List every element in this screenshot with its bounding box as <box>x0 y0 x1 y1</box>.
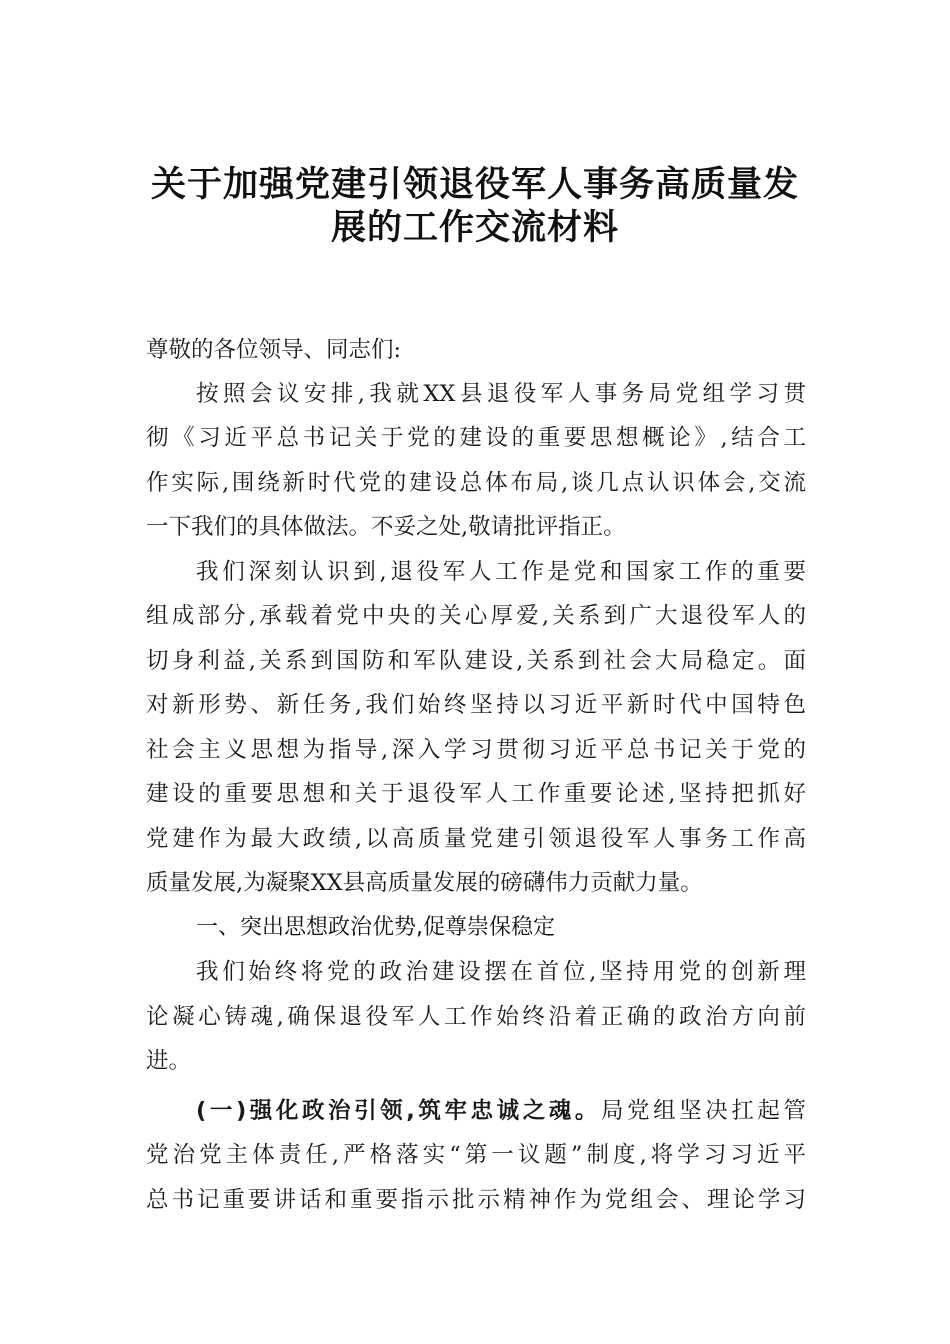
paragraph-2-line-4: 对新形势、新任务,我们始终坚持以习近平新时代中国特色 <box>146 692 806 718</box>
paragraph-2-line-1: 我们深刻认识到,退役军人工作是党和国家工作的重要 <box>196 559 806 585</box>
paragraph-4-line-1 <box>196 1094 806 1128</box>
subsection-1-heading: (一)强化政治引领,筑牢忠诚之魂。 <box>196 1098 601 1124</box>
paragraph-2-line-7: 党建作为最大政绩,以高质量党建引领退役军人事务工作高 <box>146 826 806 852</box>
paragraph-2-line-6: 建设的重要思想和关于退役军人工作重要论述,坚持把抓好 <box>146 781 806 807</box>
paragraph-2-line-8: 质量发展,为凝聚XX县高质量发展的磅礴伟力贡献力量。 <box>146 870 703 896</box>
paragraph-1-line-1: 按照会议安排,我就XX县退役军人事务局党组学习贯 <box>196 381 806 407</box>
paragraph-1-line-2: 彻《习近平总书记关于党的建设的重要思想概论》,结合工 <box>146 425 806 451</box>
salutation: 尊敬的各位领导、同志们: <box>146 337 402 363</box>
paragraph-2-line-3: 切身利益,关系到国防和军队建设,关系到社会大局稳定。面 <box>146 648 806 674</box>
paragraph-3-line-3: 进。 <box>146 1048 192 1074</box>
paragraph-2-line-2: 组成部分,承载着党中央的关心厚爱,关系到广大退役军人的 <box>146 603 806 629</box>
document-title-line-2: 展的工作交流材料 <box>330 208 619 248</box>
paragraph-3-line-1: 我们始终将党的政治建设摆在首位,坚持用党的创新理 <box>196 959 806 985</box>
paragraph-1-line-4: 一下我们的具体做法。不妥之处,敬请批评指正。 <box>146 514 626 540</box>
paragraph-1-line-3: 作实际,围绕新时代党的建设总体布局,谈几点认识体会,交流 <box>146 470 806 496</box>
section-1-heading: 一、突出思想政治优势,促尊崇保稳定 <box>196 915 555 940</box>
paragraph-2-line-5: 社会主义思想为指导,深入学习贯彻习近平总书记关于党的 <box>146 737 806 763</box>
paragraph-4-line-1-text: 局党组坚决扛起管 <box>600 1098 806 1124</box>
document-title-line-1: 关于加强党建引领退役军人事务高质量发 <box>150 165 799 205</box>
paragraph-4-line-3: 总书记重要讲话和重要指示批示精神作为党组会、理论学习 <box>146 1187 806 1213</box>
paragraph-3-line-2: 论凝心铸魂,确保退役军人工作始终沿着正确的政治方向前 <box>146 1004 806 1030</box>
paragraph-4-line-2: 党治党主体责任,严格落实“第一议题”制度,将学习习近平 <box>146 1142 806 1168</box>
